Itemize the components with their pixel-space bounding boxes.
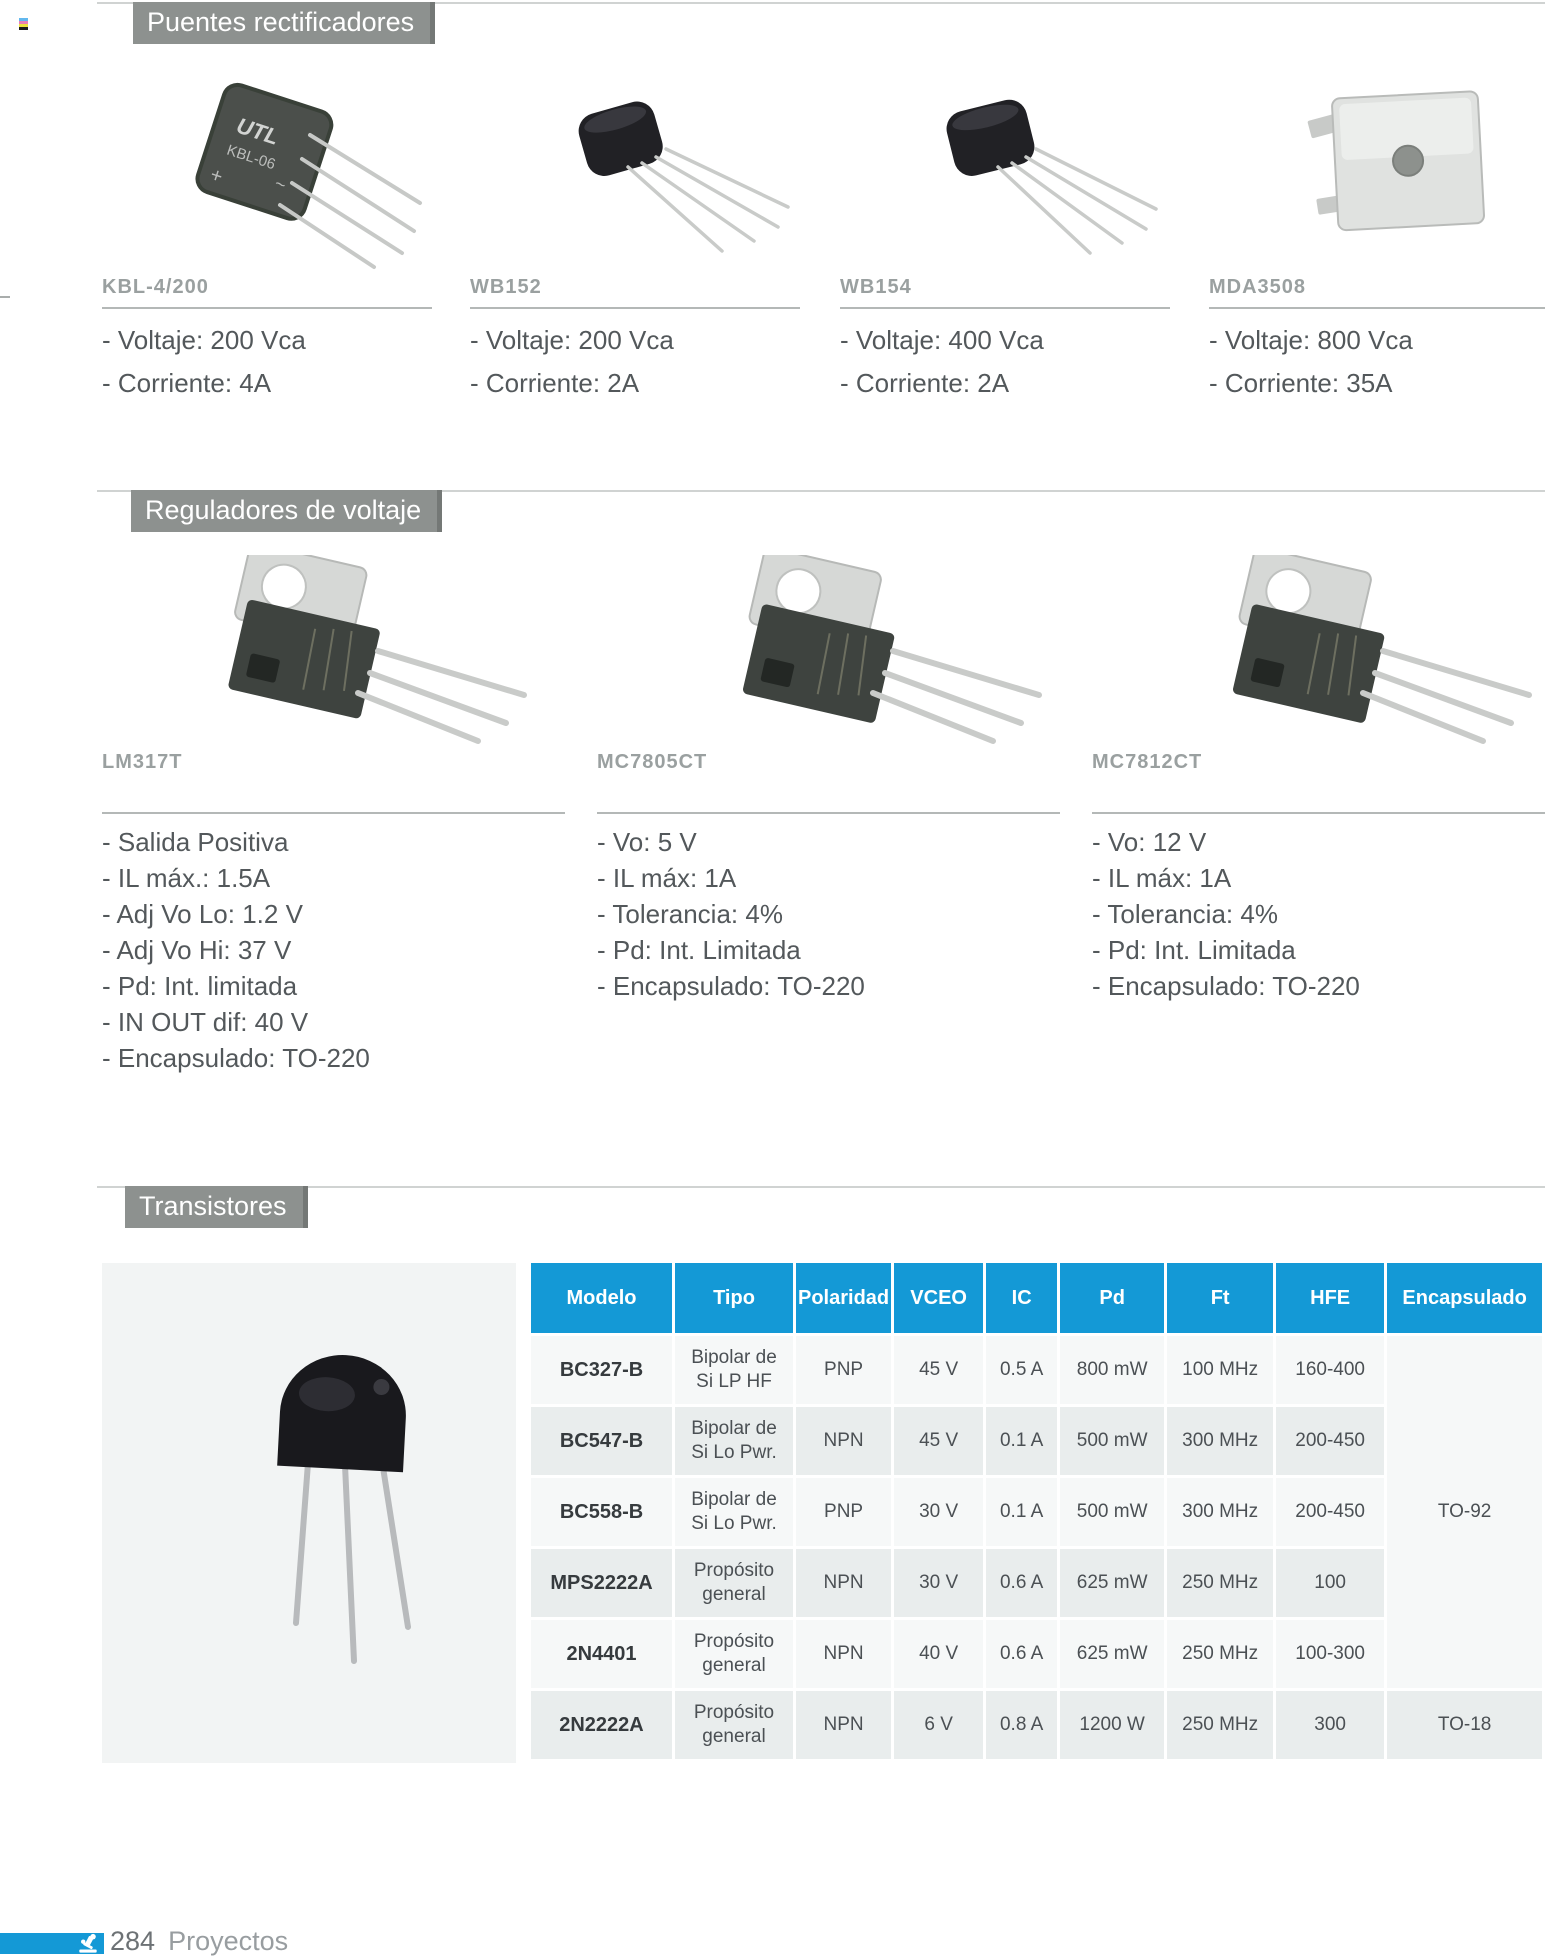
- spec-line: - Tolerancia: 4%: [597, 899, 783, 929]
- encapsulado-merged-cell: TO-92: [1387, 1336, 1542, 1688]
- spec-line: - IN OUT dif: 40 V: [102, 1007, 309, 1037]
- value-cell: 45 V: [894, 1336, 983, 1404]
- value-cell: 500 mW: [1060, 1407, 1164, 1475]
- spec-line: - Corriente: 2A: [470, 368, 640, 398]
- footer-accent-bar: [0, 1933, 104, 1954]
- value-cell: 1200 W: [1060, 1691, 1164, 1759]
- spec-line: - IL máx: 1A: [1092, 863, 1232, 893]
- value-cell: 100: [1276, 1549, 1384, 1617]
- value-cell: Propósito general: [675, 1549, 793, 1617]
- value-cell: NPN: [796, 1407, 891, 1475]
- value-cell: 40 V: [894, 1620, 983, 1688]
- product-card-mda3508: [1209, 55, 1545, 405]
- spec-line: - Pd: Int. Limitada: [1092, 935, 1296, 965]
- column-header: Modelo: [531, 1263, 672, 1333]
- product-card-wb154: [840, 55, 1170, 405]
- value-cell: 6 V: [894, 1691, 983, 1759]
- spec-line: - Corriente: 2A: [840, 368, 1010, 398]
- column-header: HFE: [1276, 1263, 1384, 1333]
- spec-line: - Encapsulado: TO-220: [597, 971, 865, 1001]
- spec-line: - Voltaje: 200 Vca: [470, 325, 674, 355]
- value-cell: Propósito general: [675, 1691, 793, 1759]
- spec-line: - Voltaje: 800 Vca: [1209, 325, 1413, 355]
- svg-text:~: ~: [272, 173, 289, 196]
- value-cell: 250 MHz: [1167, 1691, 1273, 1759]
- section-rule: [97, 1186, 1545, 1188]
- product-divider: [102, 307, 432, 309]
- product-photo-mc7812ct: [1092, 555, 1545, 745]
- product-divider: [102, 812, 565, 814]
- model-cell: BC327-B: [531, 1336, 672, 1404]
- column-header: Polaridad: [796, 1263, 891, 1333]
- value-cell: 0.5 A: [986, 1336, 1057, 1404]
- model-cell: 2N2222A: [531, 1691, 672, 1759]
- product-photo-wb152: [470, 55, 800, 270]
- product-specs: [102, 319, 432, 405]
- spec-line: - Corriente: 35A: [1209, 368, 1393, 398]
- model-cell: MPS2222A: [531, 1549, 672, 1617]
- encapsulado-cell: TO-18: [1387, 1691, 1542, 1759]
- product-photo-mda3508: [1209, 55, 1539, 270]
- value-cell: 0.8 A: [986, 1691, 1057, 1759]
- product-divider: [840, 307, 1170, 309]
- product-card-wb152: [470, 55, 800, 405]
- column-header: Ft: [1167, 1263, 1273, 1333]
- spec-line: - Pd: Int. Limitada: [597, 935, 801, 965]
- value-cell: 300 MHz: [1167, 1478, 1273, 1546]
- value-cell: 0.1 A: [986, 1407, 1057, 1475]
- section-title-puentes: Puentes rectificadores: [133, 2, 435, 44]
- microscope-icon: [77, 1933, 99, 1955]
- product-name: MC7812CT: [1092, 751, 1203, 773]
- svg-text:+: +: [207, 163, 226, 189]
- value-cell: Bipolar de Si Lo Pwr.: [675, 1478, 793, 1546]
- value-cell: 625 mW: [1060, 1549, 1164, 1617]
- product-name: KBL-4/200: [102, 276, 209, 298]
- product-divider: [1209, 307, 1545, 309]
- reg-black-bar: [19, 27, 28, 30]
- value-cell: 100-300: [1276, 1620, 1384, 1688]
- product-specs: [470, 319, 800, 405]
- product-divider: [470, 307, 800, 309]
- value-cell: 300: [1276, 1691, 1384, 1759]
- product-specs: [102, 824, 565, 1076]
- value-cell: PNP: [796, 1336, 891, 1404]
- spec-line: - Pd: Int. limitada: [102, 971, 298, 1001]
- column-header: Tipo: [675, 1263, 793, 1333]
- value-cell: 200-450: [1276, 1407, 1384, 1475]
- product-photo-wb154: [840, 55, 1170, 270]
- value-cell: 0.6 A: [986, 1620, 1057, 1688]
- value-cell: 625 mW: [1060, 1620, 1164, 1688]
- spec-line: - Corriente: 4A: [102, 368, 272, 398]
- product-specs: [1209, 319, 1545, 405]
- value-cell: 30 V: [894, 1478, 983, 1546]
- product-name: WB152: [470, 276, 542, 298]
- spec-line: - Encapsulado: TO-220: [1092, 971, 1360, 1001]
- value-cell: 500 mW: [1060, 1478, 1164, 1546]
- page-number: 284: [110, 1926, 156, 1956]
- spec-line: - Encapsulado: TO-220: [102, 1043, 370, 1073]
- model-cell: BC547-B: [531, 1407, 672, 1475]
- registration-mark-icon: [19, 18, 28, 30]
- product-photo-kbl-4-200: [102, 55, 432, 270]
- section-title-reguladores: Reguladores de voltaje: [131, 490, 442, 532]
- transistor-table: [528, 1260, 1545, 1762]
- spec-line: - Adj Vo Hi: 37 V: [102, 935, 292, 965]
- value-cell: PNP: [796, 1478, 891, 1546]
- value-cell: Propósito general: [675, 1620, 793, 1688]
- transistor-photo-box: [102, 1263, 516, 1763]
- product-photo-to92-transistor: [102, 1263, 516, 1763]
- value-cell: 45 V: [894, 1407, 983, 1475]
- value-cell: 30 V: [894, 1549, 983, 1617]
- product-card-kbl-4-200: [102, 55, 432, 405]
- value-cell: 0.6 A: [986, 1549, 1057, 1617]
- spec-line: - Salida Positiva: [102, 827, 289, 857]
- column-header: Encapsulado: [1387, 1263, 1542, 1333]
- value-cell: 300 MHz: [1167, 1407, 1273, 1475]
- product-specs: [1092, 824, 1545, 1004]
- footer-text: [110, 1926, 288, 1957]
- product-name: MC7805CT: [597, 751, 708, 773]
- section-title-transistores: Transistores: [125, 1186, 308, 1228]
- value-cell: 200-450: [1276, 1478, 1384, 1546]
- product-photo-mc7805ct: [597, 555, 1060, 745]
- value-cell: NPN: [796, 1549, 891, 1617]
- product-divider: [597, 812, 1060, 814]
- spec-line: - Voltaje: 200 Vca: [102, 325, 306, 355]
- value-cell: 0.1 A: [986, 1478, 1057, 1546]
- product-divider: [1092, 812, 1545, 814]
- value-cell: NPN: [796, 1620, 891, 1688]
- svg-text:UTL: UTL: [233, 112, 283, 150]
- spec-line: - Voltaje: 400 Vca: [840, 325, 1044, 355]
- value-cell: Bipolar de Si Lo Pwr.: [675, 1407, 793, 1475]
- table-row: [531, 1336, 1542, 1404]
- product-name: LM317T: [102, 751, 183, 773]
- spec-line: - Vo: 12 V: [1092, 827, 1207, 857]
- product-card-mc7812ct: [1092, 555, 1545, 1004]
- product-card-lm317t: [102, 555, 565, 1076]
- spec-line: - IL máx.: 1.5A: [102, 863, 271, 893]
- value-cell: 250 MHz: [1167, 1549, 1273, 1617]
- spec-line: - Adj Vo Lo: 1.2 V: [102, 899, 303, 929]
- product-photo-lm317t: [102, 555, 565, 745]
- product-name: WB154: [840, 276, 912, 298]
- footer-section-name: Proyectos: [168, 1926, 289, 1956]
- product-card-mc7805ct: [597, 555, 1060, 1004]
- product-specs: [840, 319, 1170, 405]
- column-header: Pd: [1060, 1263, 1164, 1333]
- product-specs: [597, 824, 1060, 1004]
- crop-mark: [0, 296, 10, 298]
- product-name: MDA3508: [1209, 276, 1307, 298]
- value-cell: 800 mW: [1060, 1336, 1164, 1404]
- spec-line: - Tolerancia: 4%: [1092, 899, 1278, 929]
- value-cell: 100 MHz: [1167, 1336, 1273, 1404]
- model-cell: 2N4401: [531, 1620, 672, 1688]
- column-header: VCEO: [894, 1263, 983, 1333]
- svg-text:KBL-06: KBL-06: [224, 141, 278, 174]
- value-cell: Bipolar de Si LP HF: [675, 1336, 793, 1404]
- spec-line: - IL máx: 1A: [597, 863, 737, 893]
- value-cell: 250 MHz: [1167, 1620, 1273, 1688]
- value-cell: NPN: [796, 1691, 891, 1759]
- value-cell: 160-400: [1276, 1336, 1384, 1404]
- column-header: IC: [986, 1263, 1057, 1333]
- model-cell: BC558-B: [531, 1478, 672, 1546]
- table-row: [531, 1691, 1542, 1759]
- spec-line: - Vo: 5 V: [597, 827, 697, 857]
